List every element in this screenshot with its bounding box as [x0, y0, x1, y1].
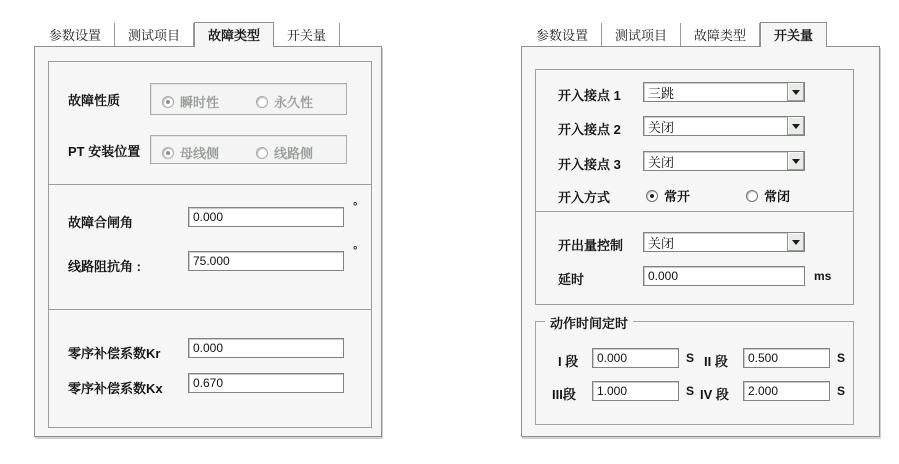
pt-position-label: PT 安装位置 [68, 144, 141, 159]
tab-parameter-settings[interactable]: 参数设置 [36, 23, 115, 46]
tab-strip [521, 21, 880, 46]
compensation-frame [48, 309, 372, 428]
line-impedance-angle-input[interactable] [188, 251, 344, 271]
zone1-label: I 段 [558, 354, 579, 369]
pt-position-radiogroup [150, 135, 347, 164]
contact2-dropdown[interactable] [643, 116, 805, 136]
radio-transient[interactable] [162, 92, 219, 111]
degree-unit: ° [353, 245, 358, 257]
dropdown-arrow-button[interactable] [787, 83, 804, 101]
output-control-frame [535, 211, 854, 305]
radio-normally-closed-label: 常闭 [764, 189, 791, 204]
radio-selected-icon [646, 190, 658, 202]
radio-unselected-icon [256, 96, 268, 108]
contact1-label: 开入接点 1 [558, 88, 621, 103]
dropdown-arrow-button[interactable] [787, 117, 804, 135]
radio-bus-side[interactable] [162, 143, 219, 162]
switch-quantity-page [521, 46, 880, 437]
dropdown-arrow-button[interactable] [787, 152, 804, 170]
zone3-time-input[interactable] [592, 381, 679, 401]
kr-coefficient-input[interactable] [188, 338, 344, 358]
contact2-value: 关闭 [648, 119, 675, 135]
tab-switch-quantity[interactable]: 开关量 [274, 23, 340, 46]
radio-line-side[interactable] [256, 143, 313, 162]
chevron-down-icon [792, 124, 800, 133]
tab-test-items[interactable]: 测试项目 [602, 23, 681, 46]
zone4-time-input[interactable] [743, 381, 830, 401]
chevron-down-icon [792, 159, 800, 168]
tab-parameter-settings[interactable]: 参数设置 [523, 23, 602, 46]
zone2-time-input[interactable] [743, 348, 830, 368]
fault-options-frame [48, 61, 372, 185]
fault-type-page [34, 46, 382, 437]
seconds-unit: S [837, 351, 846, 365]
fault-closing-angle-label: 故障合闸角 [68, 215, 134, 230]
tab-test-items[interactable]: 测试项目 [115, 23, 194, 46]
tab-fault-type[interactable]: 故障类型 [194, 22, 274, 47]
line-impedance-angle-label: 线路阻抗角 : [68, 259, 141, 274]
switch-quantity-dialog [521, 21, 880, 437]
seconds-unit: S [686, 384, 695, 398]
delay-input[interactable] [643, 266, 805, 286]
action-timing-group [535, 316, 854, 425]
radio-transient-label: 瞬时性 [180, 95, 220, 110]
radio-normally-closed[interactable] [746, 186, 790, 205]
radio-normally-open-label: 常开 [664, 189, 691, 204]
dropdown-arrow-button[interactable] [787, 233, 804, 251]
radio-permanent-label: 永久性 [274, 95, 314, 110]
seconds-unit: S [837, 384, 846, 398]
tab-switch-quantity[interactable]: 开关量 [760, 22, 827, 47]
delay-label: 延时 [558, 272, 585, 287]
contact3-label: 开入接点 3 [558, 157, 621, 172]
tab-strip [34, 21, 382, 46]
radio-permanent[interactable] [256, 92, 313, 111]
chevron-down-icon [792, 240, 800, 249]
contact2-label: 开入接点 2 [558, 122, 621, 137]
radio-selected-icon [162, 96, 174, 108]
zone4-label: IV 段 [700, 387, 729, 402]
kx-coefficient-input[interactable] [188, 373, 344, 393]
radio-bus-side-label: 母线侧 [180, 146, 220, 161]
radio-line-side-label: 线路侧 [274, 146, 314, 161]
ms-unit: ms [814, 269, 832, 283]
degree-unit: ° [353, 201, 358, 213]
fault-closing-angle-input[interactable] [188, 207, 344, 227]
input-contacts-frame [535, 69, 854, 212]
output-control-value: 关闭 [648, 235, 675, 251]
action-timing-caption: 动作时间定时 [545, 313, 633, 332]
seconds-unit: S [686, 351, 695, 365]
output-control-label: 开出量控制 [558, 238, 624, 253]
fault-type-dialog [34, 21, 382, 437]
zone1-time-input[interactable] [592, 348, 679, 368]
tab-fault-type[interactable]: 故障类型 [681, 23, 760, 46]
radio-unselected-icon [746, 190, 758, 202]
fault-nature-radiogroup [150, 83, 347, 115]
radio-unselected-icon [256, 147, 268, 159]
zone2-label: II 段 [704, 354, 728, 369]
angle-settings-frame [48, 184, 372, 310]
fault-nature-label: 故障性质 [68, 93, 121, 108]
input-mode-label: 开入方式 [558, 190, 611, 205]
zone3-label: III段 [552, 387, 576, 402]
output-control-dropdown[interactable] [643, 232, 805, 252]
contact1-value: 三跳 [648, 85, 675, 101]
radio-selected-icon [162, 147, 174, 159]
contact1-dropdown[interactable] [643, 82, 805, 102]
contact3-value: 关闭 [648, 154, 675, 170]
contact3-dropdown[interactable] [643, 151, 805, 171]
chevron-down-icon [792, 90, 800, 99]
radio-normally-open[interactable] [646, 186, 690, 205]
kx-coefficient-label: 零序补偿系数Kx [68, 381, 163, 396]
kr-coefficient-label: 零序补偿系数Kr [68, 346, 161, 361]
